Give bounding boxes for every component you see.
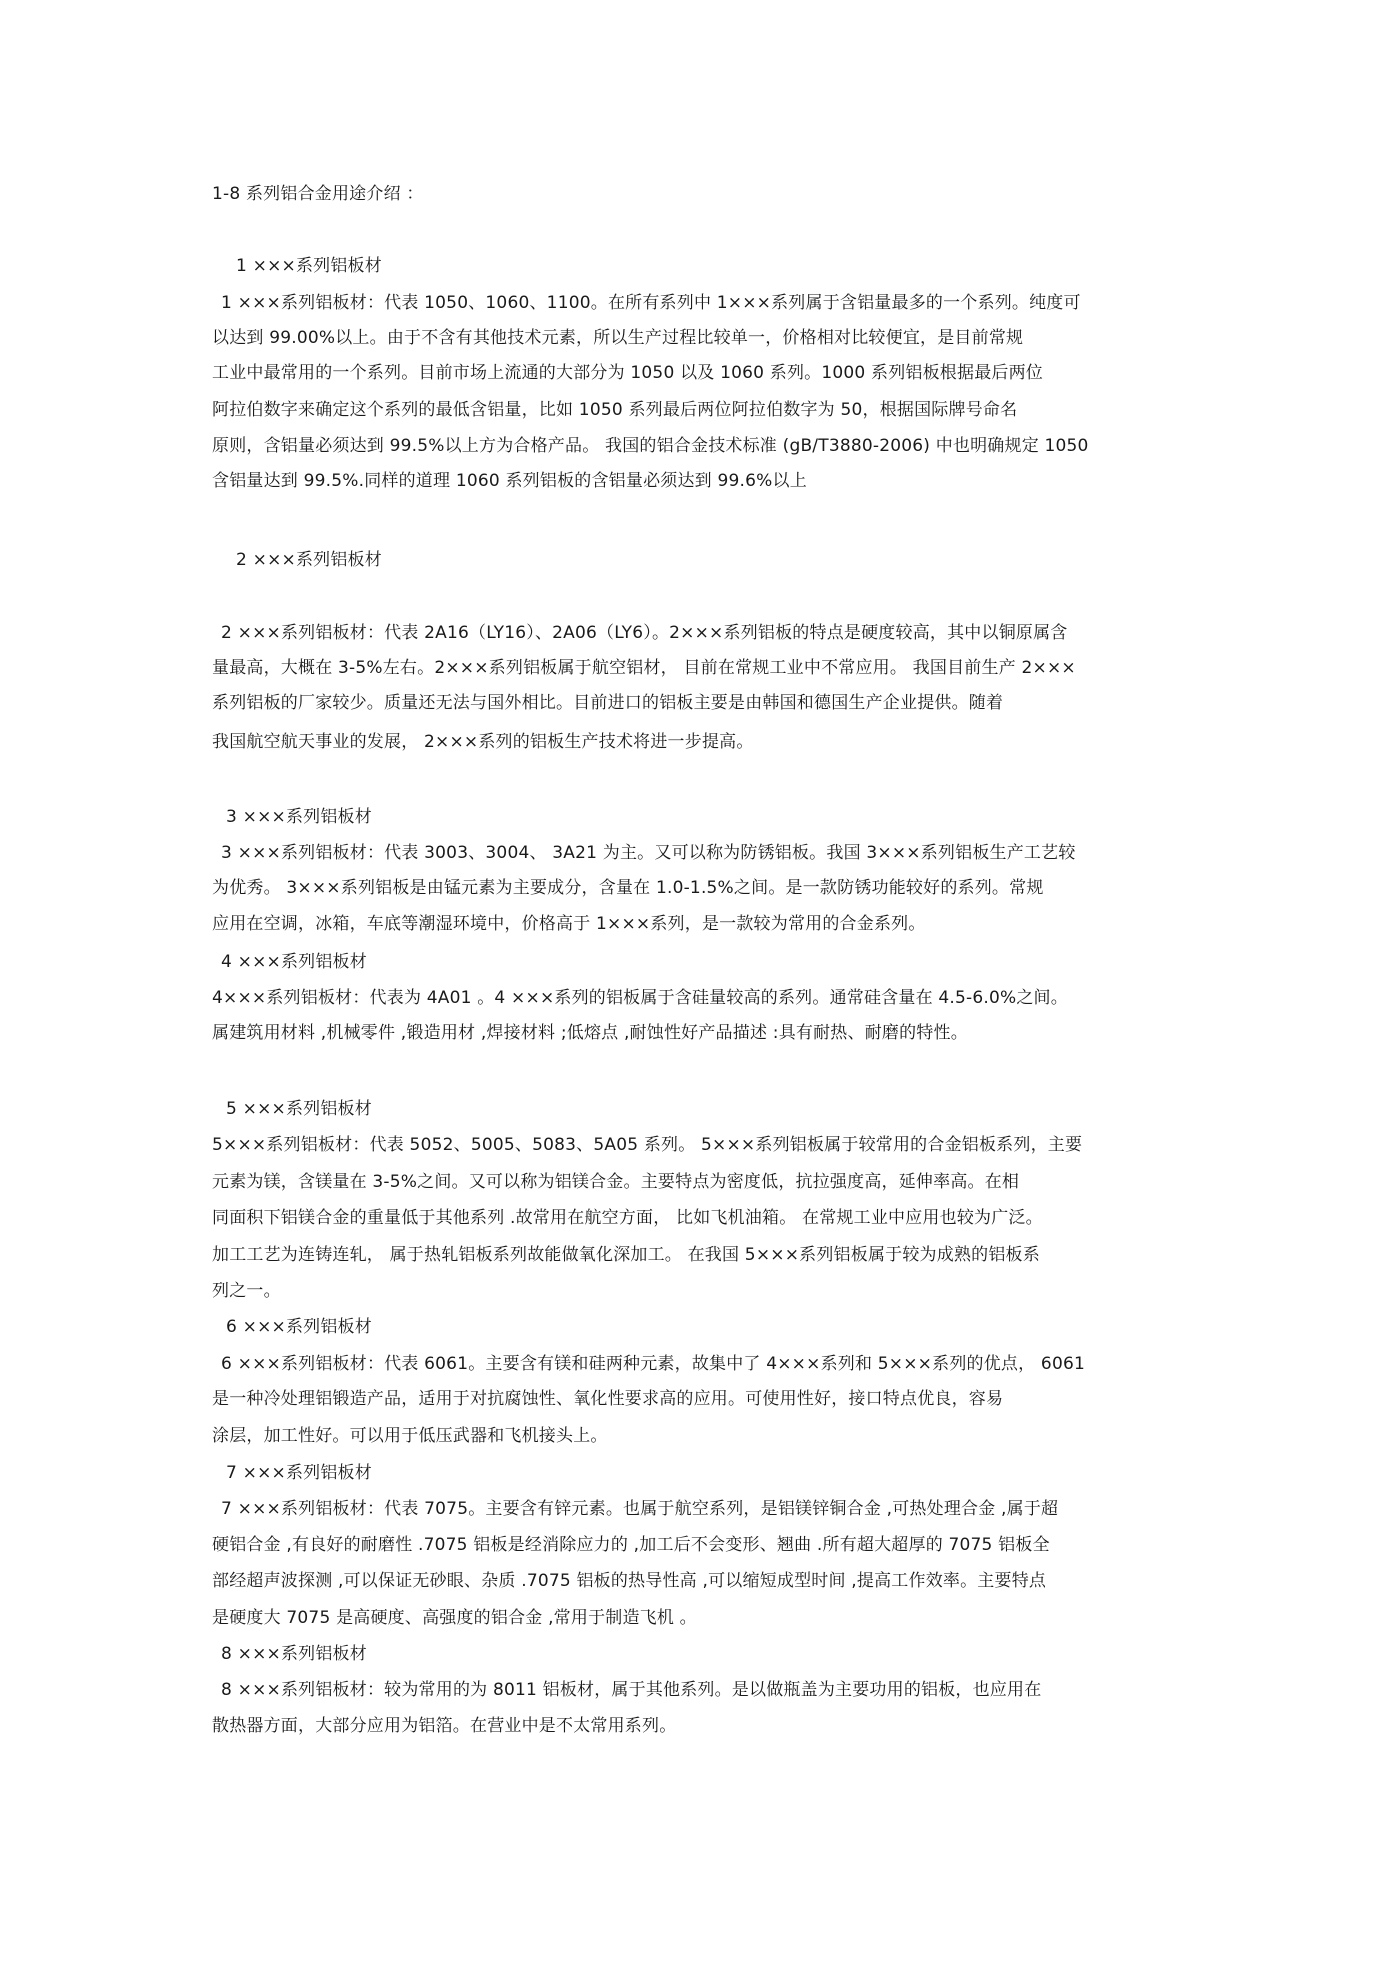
section-5-line-1: 5×××系列铝板材：代表 5052、5005、5083、5A05 系列。 5×××系列铝板属于较常用的合金铝板系列，主要 — [212, 1135, 1083, 1155]
section-1-line-6: 含铝量达到 99.5%.同样的道理 1060 系列铝板的含铝量必须达到 99.6%以上 — [212, 471, 807, 491]
section-4-line-1: 4×××系列铝板材：代表为 4A01 。4 ×××系列的铝板属于含硅量较高的系列。通常硅含量在 4.5-6.0%之间。 — [212, 988, 1068, 1008]
section-6-line-2: 是一种冷处理铝锻造产品，适用于对抗腐蚀性、氧化性要求高的应用。可使用性好，接口特点优良，容易 — [212, 1389, 1004, 1409]
section-heading-3: 3 ×××系列铝板材 — [226, 807, 372, 827]
section-8-line-2: 散热器方面，大部分应用为铝箔。在营业中是不太常用系列。 — [212, 1716, 677, 1736]
section-6-line-3: 涂层，加工性好。可以用于低压武器和飞机接头上。 — [212, 1426, 608, 1446]
section-4-line-2: 属建筑用材料 ,机械零件 ,锻造用材 ,焊接材料 ;低熔点 ,耐蚀性好产品描述 :具有耐热、耐磨的特性。 — [212, 1023, 968, 1043]
section-1-line-1: 1 ×××系列铝板材：代表 1050、1060、1100。在所有系列中 1×××系列属于含铝量最多的一个系列。纯度可 — [221, 293, 1081, 313]
section-7-line-3: 部经超声波探测 ,可以保证无砂眼、杂质 .7075 铝板的热导性高 ,可以缩短成型时间 ,提高工作效率。主要特点 — [212, 1571, 1047, 1591]
section-5-line-5: 列之一。 — [212, 1281, 281, 1301]
section-6-line-1: 6 ×××系列铝板材：代表 6061。主要含有镁和硅两种元素，故集中了 4×××系列和 5×××系列的优点， 6061 — [221, 1354, 1085, 1374]
section-2-line-4: 我国航空航天事业的发展， 2×××系列的铝板生产技术将进一步提高。 — [212, 732, 754, 752]
section-7-line-2: 硬铝合金 ,有良好的耐磨性 .7075 铝板是经消除应力的 ,加工后不会变形、翘曲 .所有超大超厚的 7075 铝板全 — [212, 1535, 1050, 1555]
section-5-line-3: 同面积下铝镁合金的重量低于其他系列 .故常用在航空方面， 比如飞机油箱。 在常规工业中应用也较为广泛。 — [212, 1208, 1043, 1228]
section-1-line-4: 阿拉伯数字来确定这个系列的最低含铝量，比如 1050 系列最后两位阿拉伯数字为 50，根据国际牌号命名 — [212, 400, 1018, 420]
section-heading-4: 4 ×××系列铝板材 — [221, 952, 367, 972]
section-3-line-1: 3 ×××系列铝板材：代表 3003、3004、 3A21 为主。又可以称为防锈铝板。我国 3×××系列铝板生产工艺较 — [221, 843, 1076, 863]
section-3-line-2: 为优秀。 3×××系列铝板是由锰元素为主要成分，含量在 1.0-1.5%之间。是一款防锈功能较好的系列。常规 — [212, 878, 1044, 898]
section-2-line-2: 量最高，大概在 3-5%左右。2×××系列铝板属于航空铝材， 目前在常规工业中不常应用。 我国目前生产 2××× — [212, 658, 1076, 678]
section-heading-2: 2 ×××系列铝板材 — [236, 550, 382, 570]
section-heading-5: 5 ×××系列铝板材 — [226, 1099, 372, 1119]
section-1-line-2: 以达到 99.00%以上。由于不含有其他技术元素，所以生产过程比较单一，价格相对比较便宜，是目前常规 — [212, 328, 1024, 348]
section-1-line-3: 工业中最常用的一个系列。目前市场上流通的大部分为 1050 以及 1060 系列。1000 系列铝板根据最后两位 — [212, 363, 1044, 383]
section-heading-7: 7 ×××系列铝板材 — [226, 1463, 372, 1483]
section-heading-6: 6 ×××系列铝板材 — [226, 1317, 372, 1337]
section-heading-1: 1 ×××系列铝板材 — [236, 256, 382, 276]
section-5-line-4: 加工工艺为连铸连轧， 属于热轧铝板系列故能做氧化深加工。 在我国 5×××系列铝板属于较为成熟的铝板系 — [212, 1245, 1040, 1265]
section-1-line-5: 原则，含铝量必须达到 99.5%以上方为合格产品。 我国的铝合金技术标准 (gB/T3880-2006) 中也明确规定 1050 — [212, 436, 1089, 456]
section-heading-8: 8 ×××系列铝板材 — [221, 1644, 367, 1664]
section-5-line-2: 元素为镁，含镁量在 3-5%之间。又可以称为铝镁合金。主要特点为密度低，抗拉强度高，延伸率高。在相 — [212, 1172, 1020, 1192]
section-2-line-1: 2 ×××系列铝板材：代表 2A16（LY16）、2A06（LY6）。2×××系列铝板的特点是硬度较高，其中以铜原属含 — [221, 623, 1068, 643]
section-8-line-1: 8 ×××系列铝板材：较为常用的为 8011 铝板材，属于其他系列。是以做瓶盖为主要功用的铝板，也应用在 — [221, 1680, 1042, 1700]
section-7-line-4: 是硬度大 7075 是高硬度、高强度的铝合金 ,常用于制造飞机 。 — [212, 1608, 697, 1628]
document-title: 1-8 系列铝合金用途介绍 ： — [212, 184, 424, 204]
section-7-line-1: 7 ×××系列铝板材：代表 7075。主要含有锌元素。也属于航空系列，是铝镁锌铜合金 ,可热处理合金 ,属于超 — [221, 1499, 1059, 1519]
section-3-line-3: 应用在空调，冰箱，车底等潮湿环境中，价格高于 1×××系列，是一款较为常用的合金系列。 — [212, 914, 926, 934]
section-2-line-3: 系列铝板的厂家较少。质量还无法与国外相比。目前进口的铝板主要是由韩国和德国生产企业提供。随着 — [212, 693, 1004, 713]
